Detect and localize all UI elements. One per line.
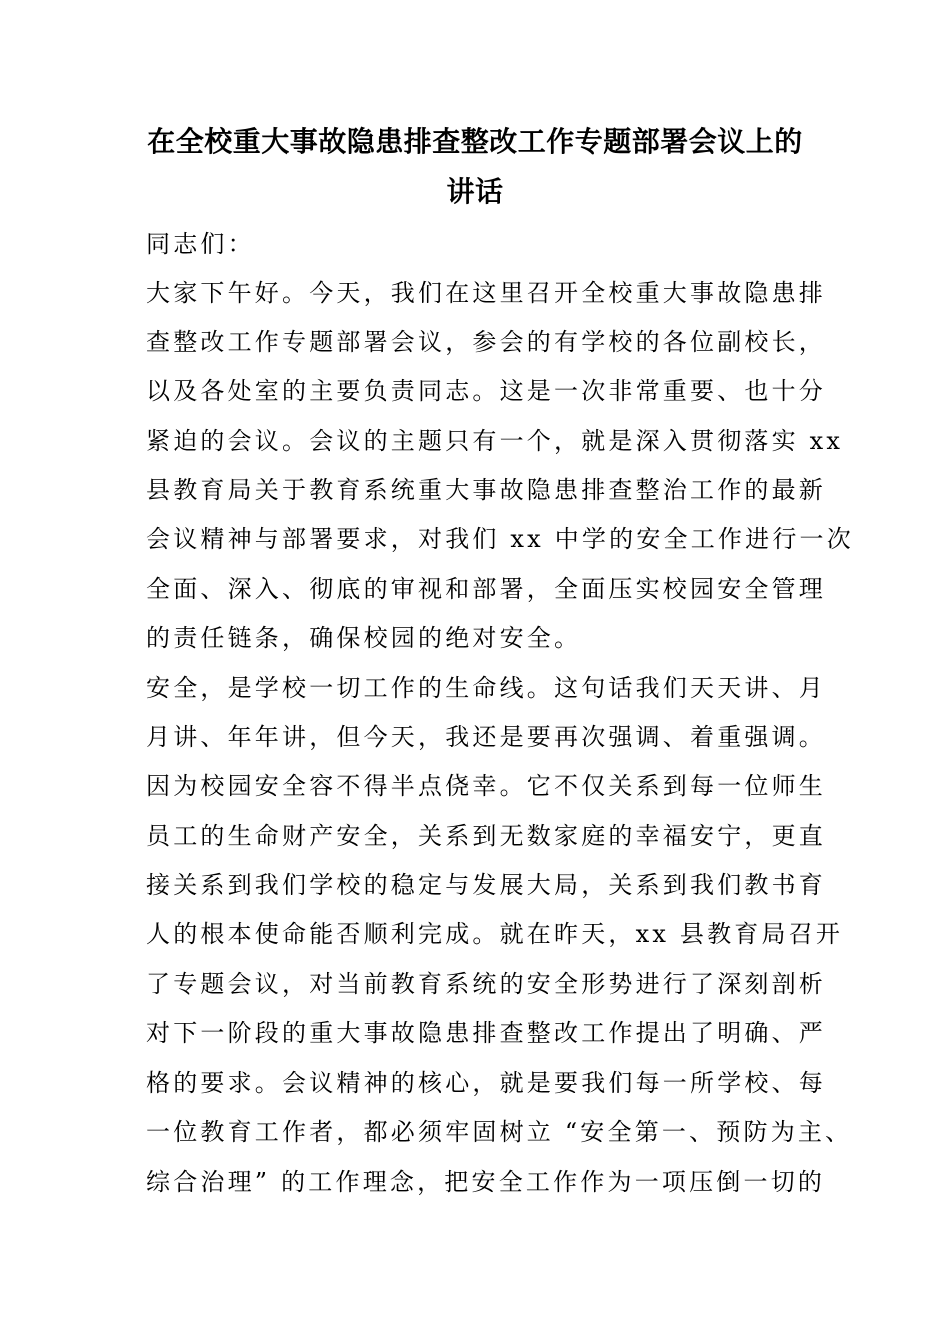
body-line: 县教育局关于教育系统重大事故隐患排查整治工作的最新 [146,476,826,504]
document-title-line-1: 在全校重大事故隐患排查整改工作专题部署会议上的 [147,125,803,158]
body-line: 了专题会议，对当前教育系统的安全形势进行了深刻剖析 [146,970,826,998]
body-line: 综合治理” 的工作理念，把安全工作作为一项压倒一切的 [146,1168,826,1196]
body-line: 人的根本使命能否顺利完成。就在昨天，xx 县教育局召开 [146,920,844,948]
body-line: 查整改工作专题部署会议，参会的有学校的各位副校长， [146,328,826,356]
body-line: 紧迫的会议。会议的主题只有一个，就是深入贯彻落实 xx [146,427,844,455]
body-line: 全面、深入、彻底的审视和部署，全面压实校园安全管理 [146,575,826,603]
body-line: 接关系到我们学校的稳定与发展大局，关系到我们教书育 [146,871,826,899]
body-line: 会议精神与部署要求，对我们 xx 中学的安全工作进行一次 [146,525,854,553]
body-line: 一位教育工作者，都必须牢固树立 “安全第一、预防为主、 [146,1118,853,1146]
body-line: 以及各处室的主要负责同志。这是一次非常重要、也十分 [146,377,826,405]
body-line: 的责任链条，确保校园的绝对安全。 [146,624,582,652]
body-line: 安全，是学校一切工作的生命线。这句话我们天天讲、月 [146,674,826,702]
salutation: 同志们： [146,230,255,258]
body-line: 因为校园安全容不得半点侥幸。它不仅关系到每一位师生 [146,772,826,800]
body-line: 大家下午好。今天，我们在这里召开全校重大事故隐患排 [146,279,826,307]
body-line: 月讲、年年讲，但今天，我还是要再次强调、着重强调。 [146,723,826,751]
document-title-line-2: 讲话 [446,175,504,208]
body-line: 员工的生命财产安全，关系到无数家庭的幸福安宁，更直 [146,822,826,850]
body-line: 对下一阶段的重大事故隐患排查整改工作提出了明确、严 [146,1019,826,1047]
body-line: 格的要求。会议精神的核心，就是要我们每一所学校、每 [146,1069,826,1097]
